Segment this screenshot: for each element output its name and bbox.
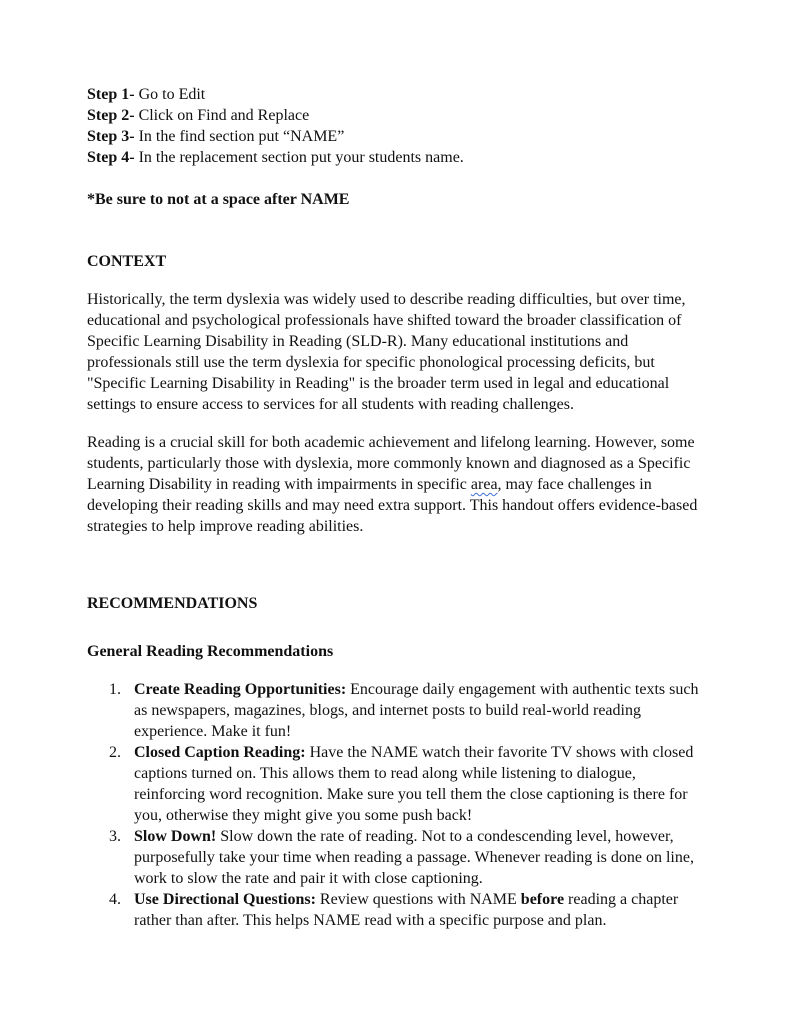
step-label: Step 3- <box>87 128 135 145</box>
list-item <box>87 889 705 931</box>
space-warning-note: *Be sure to not at a space after NAME <box>87 191 350 208</box>
item-text: Slow down the rate of reading. Not to a condescending level, however, purposefully take your time when reading a passage. Whenever reading is done on line, work to slow the rate and pair it with close captioning. <box>134 828 694 887</box>
step-1 <box>87 84 705 105</box>
list-number: 3. <box>109 828 121 845</box>
context-paragraph-1: Historically, the term dyslexia was widely used to describe reading difficulties, but over time, educational and psychological professionals have shifted toward the broader classification of Specific Learning Disability in Reading (SLD-R). Many educational institutions and professionals still use the term dyslexia for specific phonological processing deficits, but "Specific Learning Disability in Reading" is the broader term used in legal and educational settings to ensure access to services for all students with reading challenges. <box>87 291 686 413</box>
step-2 <box>87 105 705 126</box>
context-heading: CONTEXT <box>87 253 167 270</box>
step-text: Go to Edit <box>134 86 206 103</box>
context-paragraph-2 <box>87 432 705 537</box>
item-title: Create Reading Opportunities: <box>134 681 347 698</box>
item-title: Closed Caption Reading: <box>134 744 306 761</box>
item-emphasis: before <box>520 891 565 908</box>
list-item <box>87 742 705 826</box>
instruction-steps <box>87 84 705 168</box>
step-text: Click on Find and Replace <box>134 107 310 124</box>
document-page <box>87 84 705 931</box>
step-text: In the find section put “NAME” <box>134 128 345 145</box>
item-text: Have the NAME watch their favorite TV shows with closed captions turned on. This allows them to read along while listening to dialogue, reinforcing word recognition. Make sure you tell them the close captioning is there for you, otherwise they might give you some push back! <box>134 744 694 824</box>
list-number: 4. <box>109 891 121 908</box>
recommendations-list <box>87 679 705 931</box>
spellcheck-flagged-word[interactable]: area <box>470 476 498 493</box>
list-item <box>87 826 705 889</box>
item-text: reading a chapter rather than after. This helps NAME read with a specific purpose and plan. <box>134 891 679 929</box>
step-4 <box>87 147 705 168</box>
item-text: Encourage daily engagement with authentic texts such as newspapers, magazines, blogs, and internet posts to build real-world reading experience. Make it fun! <box>134 681 699 740</box>
step-label: Step 4- <box>87 149 135 166</box>
paragraph-text: , may face challenges in developing their reading skills and may need extra support. This handout offers evidence-based strategies to help improve reading abilities. <box>87 476 698 535</box>
list-item <box>87 679 705 742</box>
item-title: Slow Down! <box>134 828 217 845</box>
step-label: Step 1- <box>87 86 135 103</box>
item-title: Use Directional Questions: <box>134 891 316 908</box>
paragraph-text: Reading is a crucial skill for both academic achievement and lifelong learning. However, some students, particularly those with dyslexia, more commonly known and diagnosed as a Specific Learning Disability in reading with impairments in specific <box>87 434 695 493</box>
item-text: Review questions with NAME <box>315 891 521 908</box>
step-label: Step 2- <box>87 107 135 124</box>
recommendations-heading: RECOMMENDATIONS <box>87 595 258 612</box>
step-3 <box>87 126 705 147</box>
list-number: 2. <box>109 744 121 761</box>
general-reading-subheading: General Reading Recommendations <box>87 643 334 660</box>
list-number: 1. <box>109 681 121 698</box>
step-text: In the replacement section put your students name. <box>134 149 464 166</box>
